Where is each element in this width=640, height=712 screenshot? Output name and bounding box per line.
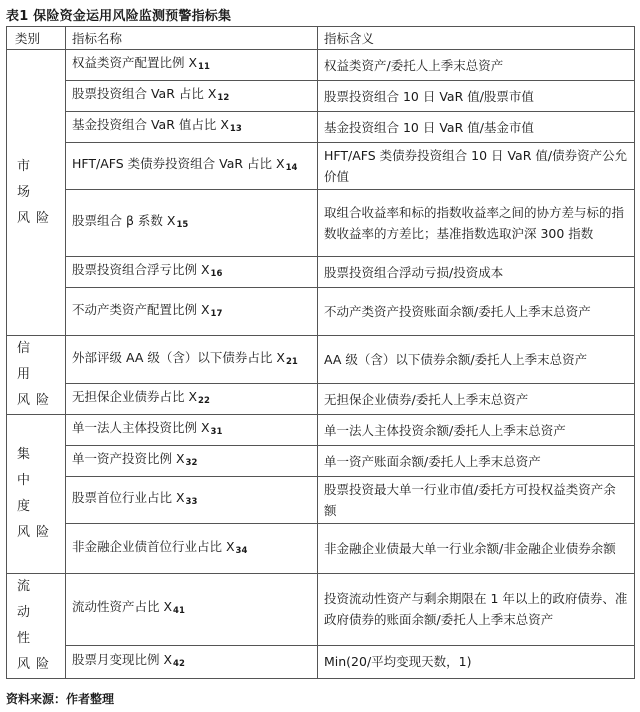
table-row [7, 477, 635, 524]
category-cell-market-risk: 市 场 风险 [7, 50, 66, 336]
indicator-name: 股票首位行业占比 X [72, 490, 185, 505]
indicator-subscript: 31 [210, 427, 223, 437]
header-category: 类别 [7, 27, 66, 50]
table-row [7, 415, 635, 446]
indicator-name: 基金投资组合 VaR 值占比 X [72, 117, 229, 132]
table-row [7, 384, 635, 415]
indicator-subscript: 17 [210, 308, 223, 319]
indicator-subscript: 21 [285, 356, 298, 367]
indicator-name-cell [66, 288, 318, 336]
table-row [7, 288, 635, 336]
indicator-name-cell [66, 143, 318, 190]
indicator-meaning: 基金投资组合 10 日 VaR 值/基金市值 [318, 112, 635, 143]
indicator-meaning: AA 级（含）以下债券余额/委托人上季末总资产 [318, 336, 635, 384]
indicator-name: 单一法人主体投资比例 X [72, 420, 210, 435]
indicator-meaning: 股票投资最大单一行业市值/委托方可投权益类资产余额 [318, 477, 635, 524]
indicator-name-cell [66, 190, 318, 257]
indicator-meaning: 不动产类资产投资账面余额/委托人上季末总资产 [318, 288, 635, 336]
indicator-subscript: 16 [210, 269, 223, 279]
indicator-subscript: 14 [285, 163, 298, 173]
table-row [7, 190, 635, 257]
indicator-name-cell [66, 446, 318, 477]
indicator-meaning: 权益类资产/委托人上季末总资产 [318, 50, 635, 81]
indicator-meaning: Min(20/平均变现天数，1) [318, 645, 635, 678]
category-cell-concentration-risk: 集 中 度 风险 [7, 415, 66, 574]
indicator-name-cell [66, 50, 318, 81]
indicator-meaning: 取组合收益率和标的指数收益率之间的协方差与标的指数收益率的方差比；基准指数选取沪深 300 指数 [318, 190, 635, 257]
table-row [7, 112, 635, 143]
indicator-name: 股票月变现比例 X [72, 651, 173, 667]
indicator-name-cell [66, 384, 318, 415]
indicator-meaning: 非金融企业债最大单一行业余额/非金融企业债券余额 [318, 524, 635, 574]
indicator-name: 股票投资组合 VaR 占比 X [72, 86, 217, 101]
indicator-subscript: 34 [235, 545, 248, 556]
indicator-name: 股票投资组合浮亏比例 X [72, 262, 210, 277]
indicator-subscript: 32 [185, 458, 198, 468]
source-note: 资料来源：作者整理 [6, 692, 115, 706]
indicator-meaning: 单一资产账面余额/委托人上季末总资产 [318, 446, 635, 477]
indicator-name: HFT/AFS 类债券投资组合 VaR 占比 X [72, 156, 285, 171]
table-row [7, 446, 635, 477]
indicator-name: 权益类资产配置比例 X [72, 55, 198, 70]
table-row [7, 524, 635, 574]
indicator-meaning: 投资流动性资产与剩余期限在 1 年以上的政府债券、准政府债券的账面余额/委托人上季末总资产 [318, 574, 635, 646]
indicator-subscript: 22 [198, 396, 210, 406]
indicator-name-cell [66, 645, 318, 678]
indicator-name-cell [66, 81, 318, 112]
indicator-name: 股票组合 β 系数 X [72, 213, 176, 228]
indicator-meaning: HFT/AFS 类债券投资组合 10 日 VaR 值/债券资产公允价值 [318, 143, 635, 190]
indicator-name-cell [66, 257, 318, 288]
indicator-meaning: 单一法人主体投资余额/委托人上季末总资产 [318, 415, 635, 446]
indicator-name-cell [66, 477, 318, 524]
indicator-name: 非金融企业债首位行业占比 X [72, 538, 235, 554]
header-meaning: 指标含义 [318, 27, 635, 50]
indicator-subscript: 15 [176, 220, 189, 230]
indicator-table [6, 26, 635, 679]
indicator-meaning: 无担保企业债券/委托人上季末总资产 [318, 384, 635, 415]
indicator-name: 单一资产投资比例 X [72, 451, 185, 466]
indicator-subscript: 42 [173, 658, 185, 669]
category-cell-liquidity-risk: 流 动 性 风险 [7, 574, 66, 679]
table-row [7, 645, 635, 678]
table-row [7, 143, 635, 190]
indicator-name: 无担保企业债券占比 X [72, 389, 198, 404]
indicator-name: 流动性资产占比 X [72, 599, 173, 615]
table-title: 表1 保险资金运用风险监测预警指标集 [6, 9, 232, 24]
table-header-row [7, 27, 635, 50]
indicator-subscript: 33 [185, 497, 198, 507]
indicator-name-cell [66, 524, 318, 574]
category-cell-credit-risk: 信 用 风险 [7, 336, 66, 415]
header-name: 指标名称 [66, 27, 318, 50]
indicator-name-cell [66, 415, 318, 446]
indicator-subscript: 13 [229, 124, 242, 134]
table-row [7, 50, 635, 81]
indicator-meaning: 股票投资组合 10 日 VaR 值/股票市值 [318, 81, 635, 112]
table-row [7, 336, 635, 384]
indicator-name-cell [66, 112, 318, 143]
indicator-name: 外部评级 AA 级（含）以下债券占比 X [72, 349, 285, 365]
table-row [7, 574, 635, 646]
indicator-name: 不动产类资产配置比例 X [72, 301, 210, 317]
table-row [7, 257, 635, 288]
indicator-name-cell [66, 336, 318, 384]
indicator-meaning: 股票投资组合浮动亏损/投资成本 [318, 257, 635, 288]
indicator-subscript: 12 [217, 93, 230, 103]
indicator-subscript: 41 [173, 606, 185, 617]
indicator-subscript: 11 [198, 62, 210, 72]
table-row [7, 81, 635, 112]
indicator-name-cell [66, 574, 318, 646]
